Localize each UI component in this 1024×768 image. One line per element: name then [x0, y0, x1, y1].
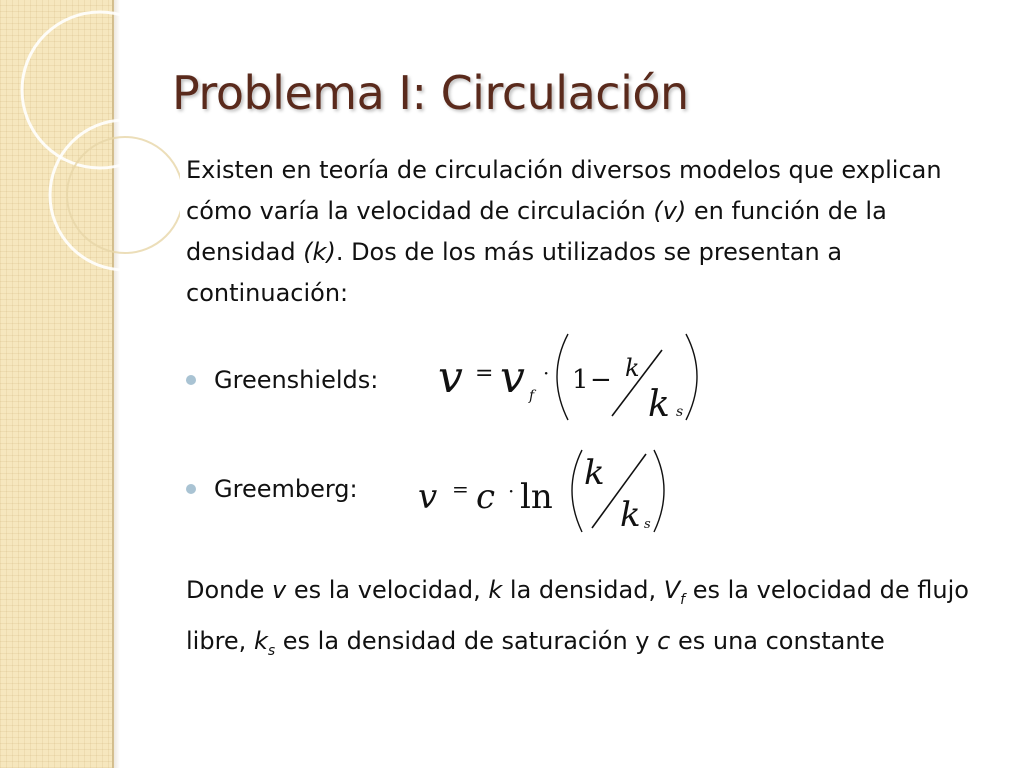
intro-text-2: en función de la densidad	[186, 197, 887, 266]
model-label-greemberg: Greemberg:	[214, 475, 358, 503]
formula-ks: k	[620, 495, 641, 535]
formula-c: c	[476, 477, 496, 517]
formula-vf: v	[500, 352, 525, 403]
intro-var-k: (k)	[303, 238, 336, 266]
formula-minus: −	[590, 365, 612, 395]
definitions-ks-subscript: s	[267, 642, 276, 659]
bullet-icon	[186, 484, 196, 494]
definitions-text: Donde	[186, 576, 273, 604]
formula-s-subscript: s	[644, 517, 651, 532]
formula-left-paren	[572, 450, 582, 532]
bullet-icon	[186, 375, 196, 385]
formula-ks: k	[648, 384, 670, 425]
definitions-var-v: v	[272, 576, 287, 604]
definitions-vf-subscript: f	[680, 591, 686, 608]
intro-text-1: Existen en teoría de circulación diversos modelos que explican cómo varía la velocidad de circulación	[186, 156, 942, 225]
formula-equals: =	[452, 477, 469, 501]
formula-equals: =	[475, 361, 494, 386]
definitions-text: la densidad,	[502, 576, 664, 604]
formula-k: k	[584, 453, 605, 493]
formula-right-paren	[654, 450, 664, 532]
definitions-text: es la velocidad,	[286, 576, 489, 604]
model-label-greenshields: Greenshields:	[214, 366, 379, 394]
definitions-var-k: k	[488, 576, 503, 604]
definitions-var-vf: V	[663, 576, 681, 604]
formula-left-paren	[557, 334, 568, 420]
formula-dot: ·	[543, 361, 550, 385]
greemberg-formula	[412, 446, 682, 541]
definitions-var-ks: k	[253, 626, 268, 655]
formula-right-paren	[686, 334, 697, 420]
intro-text-3: . Dos de los más utilizados se presentan a continuación:	[186, 238, 843, 307]
formula-v: v	[438, 352, 463, 403]
definitions-text: es la velocidad de flujo libre,	[186, 576, 969, 655]
formula-ln: ln	[520, 477, 553, 517]
slide-title: Problema I: Circulación	[172, 66, 689, 120]
formula-k: k	[625, 354, 640, 382]
formula-v: v	[418, 477, 438, 517]
intro-paragraph	[186, 150, 986, 314]
greenshields-formula	[430, 328, 720, 428]
formula-f-subscript: f	[529, 388, 535, 404]
definitions-text: es la densidad de saturación y	[275, 626, 658, 655]
intro-var-v: (v)	[653, 197, 687, 225]
list-item-greemberg	[186, 475, 358, 503]
definitions-var-c: c	[657, 626, 671, 655]
formula-dot: ·	[508, 479, 515, 503]
definitions-text: es una constante	[670, 626, 885, 655]
formula-one: 1	[572, 365, 589, 395]
decorative-circles	[0, 0, 180, 300]
list-item-greenshields	[186, 366, 378, 394]
definitions-paragraph	[186, 570, 986, 672]
formula-s-subscript: s	[676, 404, 684, 420]
